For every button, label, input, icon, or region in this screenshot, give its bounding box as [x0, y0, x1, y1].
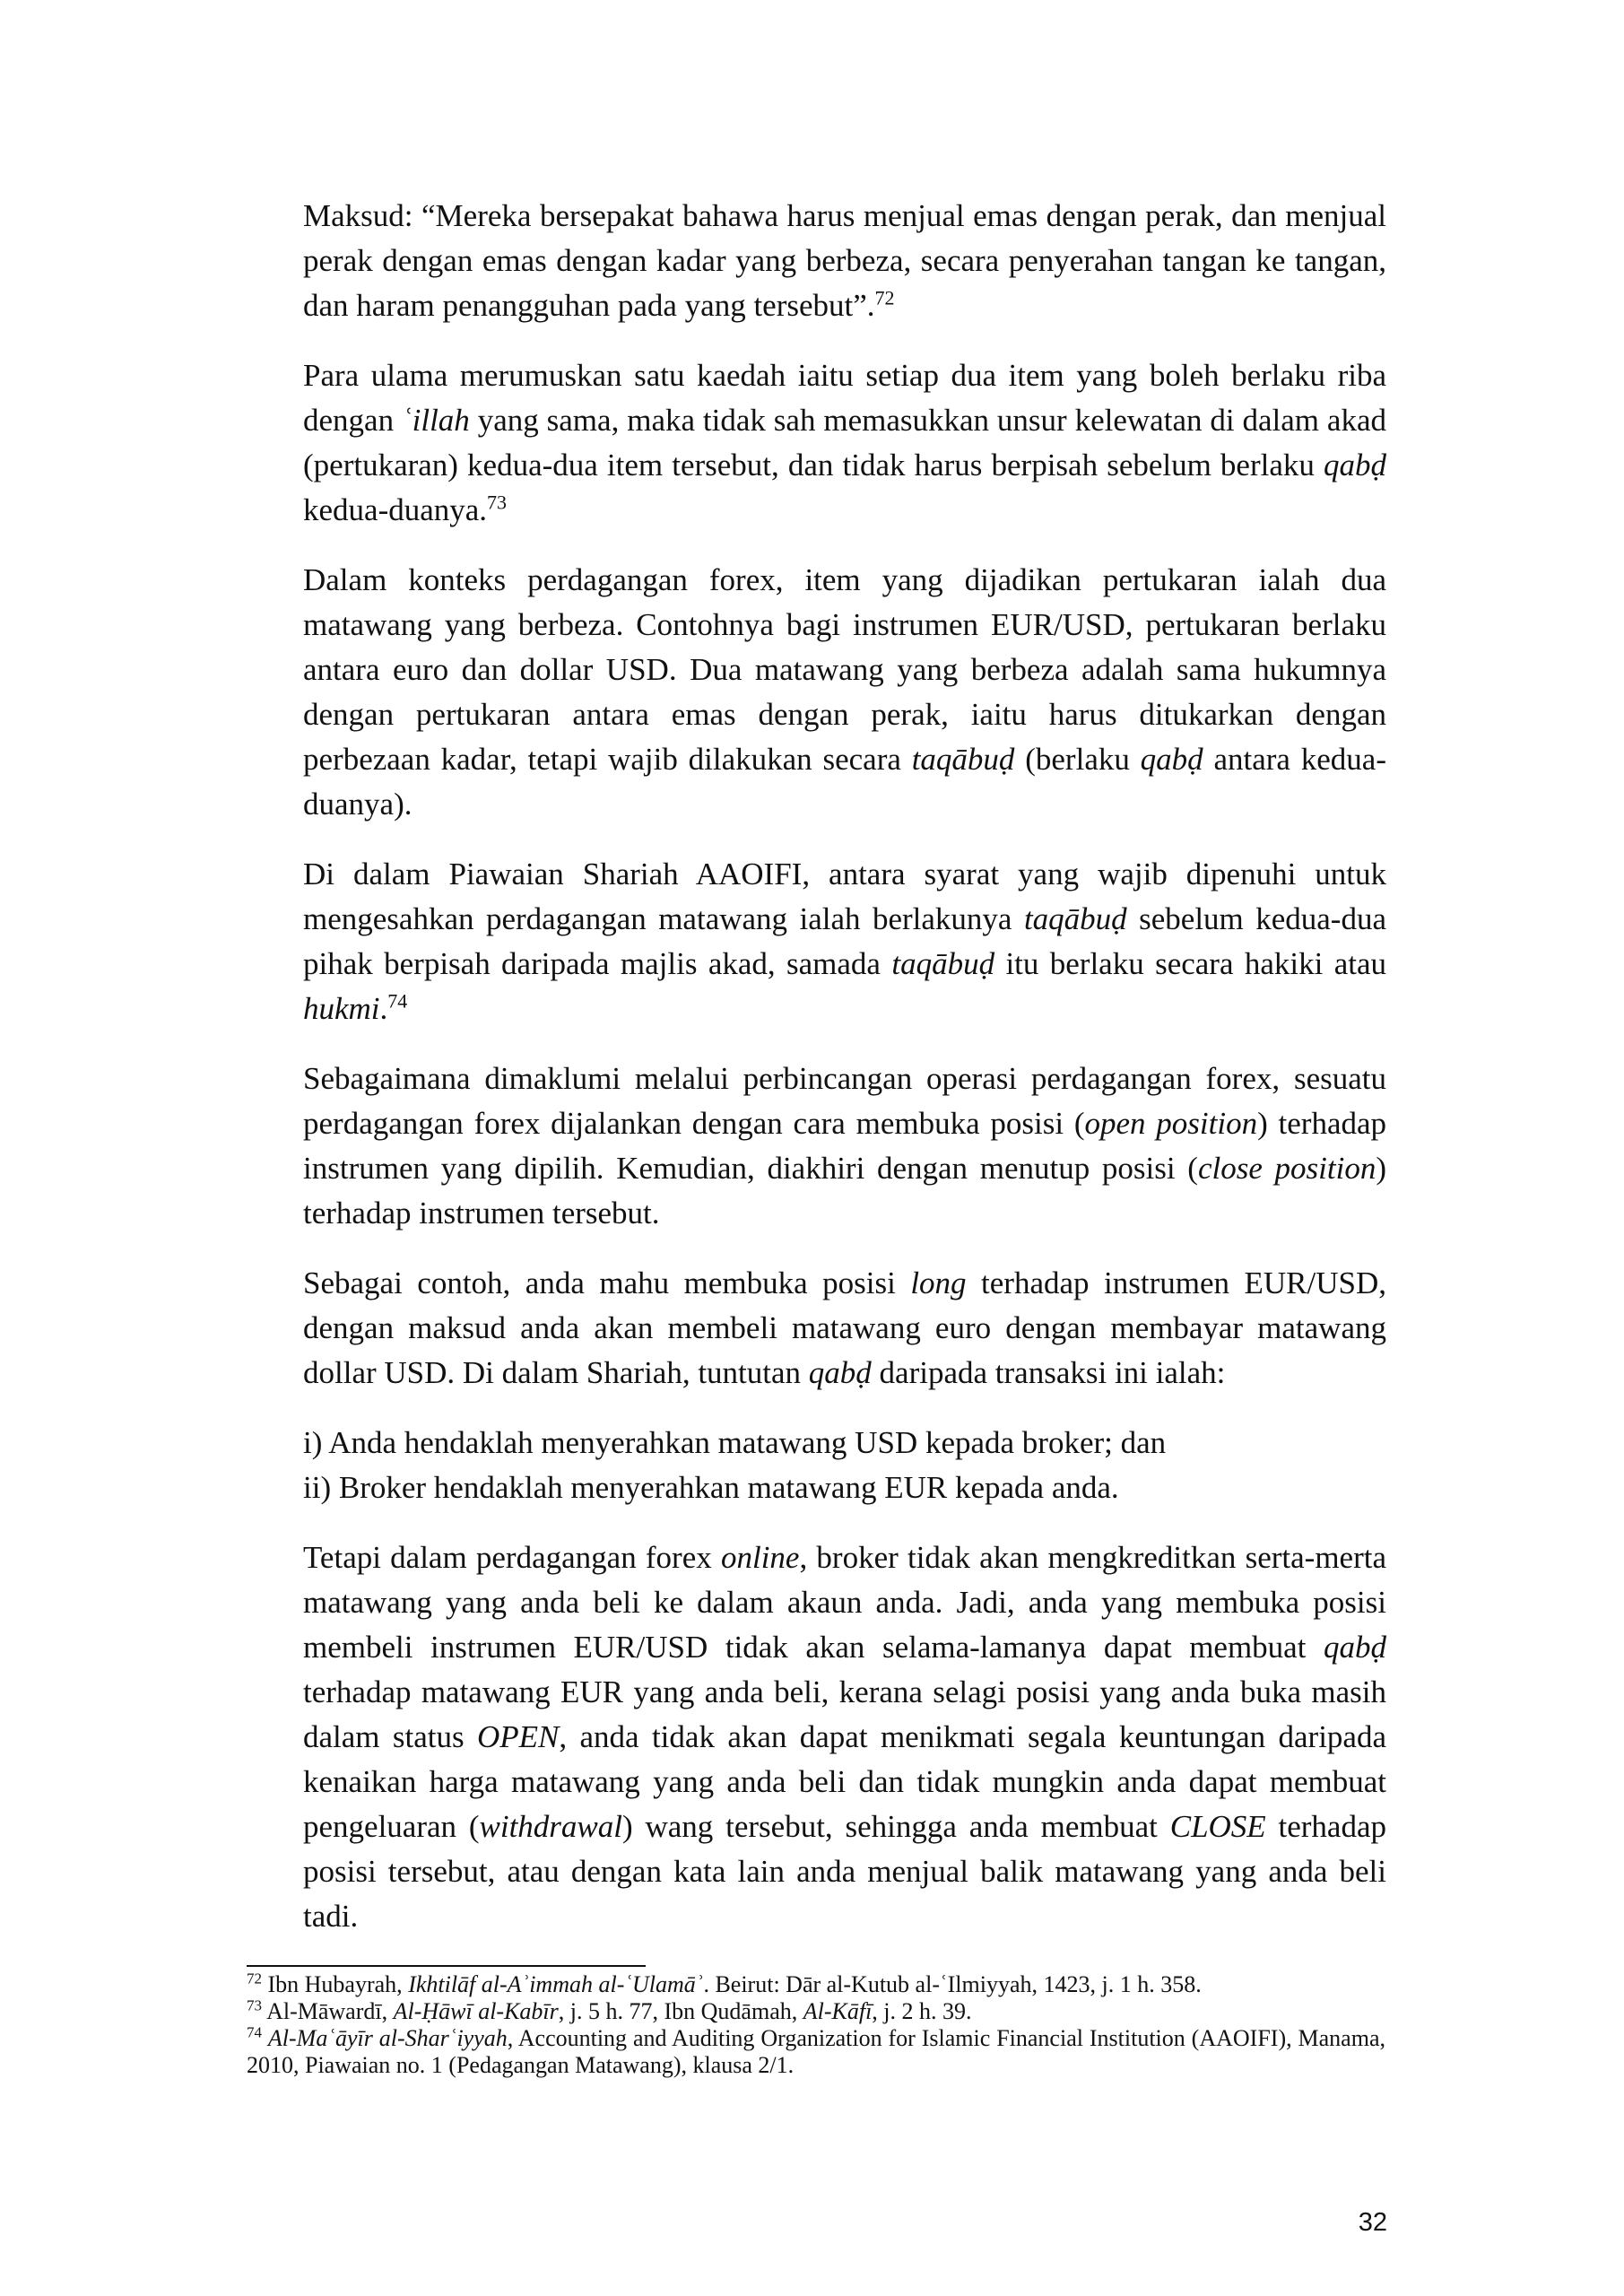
footnote-ref: 74 — [387, 989, 408, 1013]
italic-term: withdrawal — [479, 1809, 622, 1844]
italic-term: Al-Maʿāyīr al-Sharʿiyyah — [267, 2025, 508, 2051]
paragraph — [303, 1535, 1386, 1939]
text-run: , broker tidak akan mengkreditkan serta-merta matawang yang anda beli ke dalam akaun anda. Jadi, anda yang membuka posisi membeli instrumen EUR/USD tidak akan selama-lamanya dapat membuat — [303, 1540, 1386, 1665]
text-run: , j. 5 h. 77, Ibn Qudāmah, — [558, 1998, 803, 2024]
italic-term: Al-Kāfī — [803, 1998, 873, 2024]
text-run: ) terhadap instrumen tersebut. — [303, 1151, 1387, 1231]
body-text — [303, 194, 1386, 1939]
text-run: yang sama, maka tidak sah memasukkan unsur kelewatan di dalam akad (pertukaran) kedua-dua item tersebut, dan tidak harus berpisah sebelum berlaku — [303, 403, 1386, 483]
footnote-72 — [247, 1971, 1385, 1998]
paragraph — [303, 353, 1386, 533]
text-run: terhadap posisi tersebut, atau dengan kata lain anda menjual balik matawang yang anda beli tadi. — [303, 1809, 1387, 1934]
text-run: . — [379, 991, 388, 1026]
text-run: Di dalam Piawaian Shariah AAOIFI, antara syarat yang wajib dipenuhi untuk mengesahkan perdagangan matawang ialah berlakunya — [303, 857, 1386, 936]
text-run: Ibn Hubayrah, — [262, 1971, 409, 1997]
paragraph — [303, 194, 1386, 328]
text-run: sebelum kedua-dua pihak berpisah daripada majlis akad, samada — [303, 901, 1386, 981]
italic-term: long — [910, 1265, 967, 1300]
italic-term: qabḍ — [1324, 1630, 1386, 1665]
footnote-74 — [247, 2025, 1385, 2079]
text-run: terhadap instrumen EUR/USD, dengan maksud anda akan membeli matawang euro dengan membayar matawang dollar USD. Di dalam Shariah, tuntutan — [303, 1265, 1386, 1390]
italic-term: CLOSE — [1169, 1809, 1266, 1844]
text-run: Sebagaimana dimaklumi melalui perbincangan operasi perdagangan forex, sesuatu perdagangan forex dijalankan dengan cara membuka posisi ( — [303, 1061, 1386, 1141]
italic-term: open position — [1084, 1106, 1258, 1141]
italic-term: Al-Ḥāwī al-Kabīr — [393, 1998, 559, 2024]
footnote-ref: 73 — [247, 1996, 262, 2014]
text-run: , Accounting and Auditing Organization for Islamic Financial Institution (AAOIFI), Manama, 2010, Piawaian no. 1 (Pedagangan Matawang), klausa 2/1. — [247, 2025, 1385, 2078]
text-run: Para ulama merumuskan satu kaedah iaitu setiap dua item yang boleh berlaku riba dengan — [303, 358, 1386, 438]
italic-term: online — [720, 1540, 800, 1575]
text-run: . Beirut: Dār al-Kutub al-ʿIlmiyyah, 1423, j. 1 h. 358. — [703, 1971, 1202, 1997]
list-item: ii) Broker hendaklah menyerahkan matawang EUR kepada anda. — [303, 1470, 1119, 1505]
italic-term: qabḍ — [1140, 742, 1203, 777]
footnotes — [247, 1971, 1385, 2079]
text-run: , j. 2 h. 39. — [872, 1998, 972, 2024]
text-run: ) terhadap instrumen yang dipilih. Kemudian, diakhiri dengan menutup posisi ( — [303, 1106, 1387, 1186]
text-run: terhadap matawang EUR yang anda beli, kerana selagi posisi yang anda buka masih dalam status — [303, 1674, 1386, 1754]
text-run: daripada transaksi ini ialah: — [871, 1355, 1226, 1390]
italic-term: qabḍ — [1324, 448, 1386, 483]
page-number: 32 — [1358, 2208, 1387, 2237]
paragraph — [303, 1261, 1386, 1396]
text-run: antara kedua-duanya). — [303, 742, 1386, 822]
list-item: i) Anda hendaklah menyerahkan matawang USD kepada broker; dan — [303, 1425, 1167, 1460]
italic-term: taqābuḍ — [1023, 901, 1127, 936]
text-run: , anda tidak akan dapat menikmati segala keuntungan daripada kenaikan harga matawang yang anda beli dan tidak mungkin anda dapat membuat pengeluaran ( — [303, 1719, 1386, 1844]
italic-term: OPEN — [477, 1719, 560, 1754]
footnote-ref: 73 — [487, 491, 508, 514]
text-run: Dalam konteks perdagangan forex, item yang dijadikan pertukaran ialah dua matawang yang berbeza. Contohnya bagi instrumen EUR/USD, pertukaran berlaku antara euro dan dollar USD. Dua matawang yang berbeza adalah sama hukumnya dengan pertukaran antara emas dengan perak, iaitu harus ditukarkan dengan perbezaan kadar, tetapi wajib dilakukan secara — [303, 562, 1386, 777]
text-run: ) wang tersebut, sehingga anda membuat — [622, 1809, 1170, 1844]
footnote-ref: 72 — [874, 286, 895, 309]
italic-term: ʿillah — [401, 403, 470, 438]
text-run: Al-Māwardī, — [262, 1998, 394, 2024]
requirement-list — [303, 1421, 1386, 1510]
italic-term: taqābuḍ — [911, 742, 1015, 777]
footnote-ref: 74 — [247, 2023, 262, 2041]
text-run: Tetapi dalam perdagangan forex — [303, 1540, 721, 1575]
footnote-ref: 72 — [247, 1970, 262, 1987]
italic-term: close position — [1197, 1151, 1376, 1186]
italic-term: taqābuḍ — [891, 946, 995, 981]
italic-term: hukmi — [303, 991, 380, 1026]
text-run: itu berlaku secara hakiki atau — [994, 946, 1386, 981]
text-run: Sebagai contoh, anda mahu membuka posisi — [303, 1265, 911, 1300]
paragraph — [303, 852, 1386, 1031]
paragraph — [303, 1057, 1386, 1236]
text-run: kedua-duanya. — [303, 492, 488, 527]
text-run — [262, 2025, 268, 2051]
footnote-divider — [247, 1965, 646, 1967]
italic-term: Ikhtilāf al-Aʾimmah al-ʿUlamāʾ — [408, 1971, 704, 1997]
paragraph — [303, 558, 1386, 827]
footnote-73 — [247, 1998, 1385, 2025]
text-run: Maksud: “Mereka bersepakat bahawa harus menjual emas dengan perak, dan menjual perak dengan emas dengan kadar yang berbeza, secara penyerahan tangan ke tangan, dan haram penangguhan pada yang tersebut”. — [303, 198, 1386, 323]
text-run: (berlaku — [1014, 742, 1141, 777]
italic-term: qabḍ — [808, 1355, 872, 1390]
